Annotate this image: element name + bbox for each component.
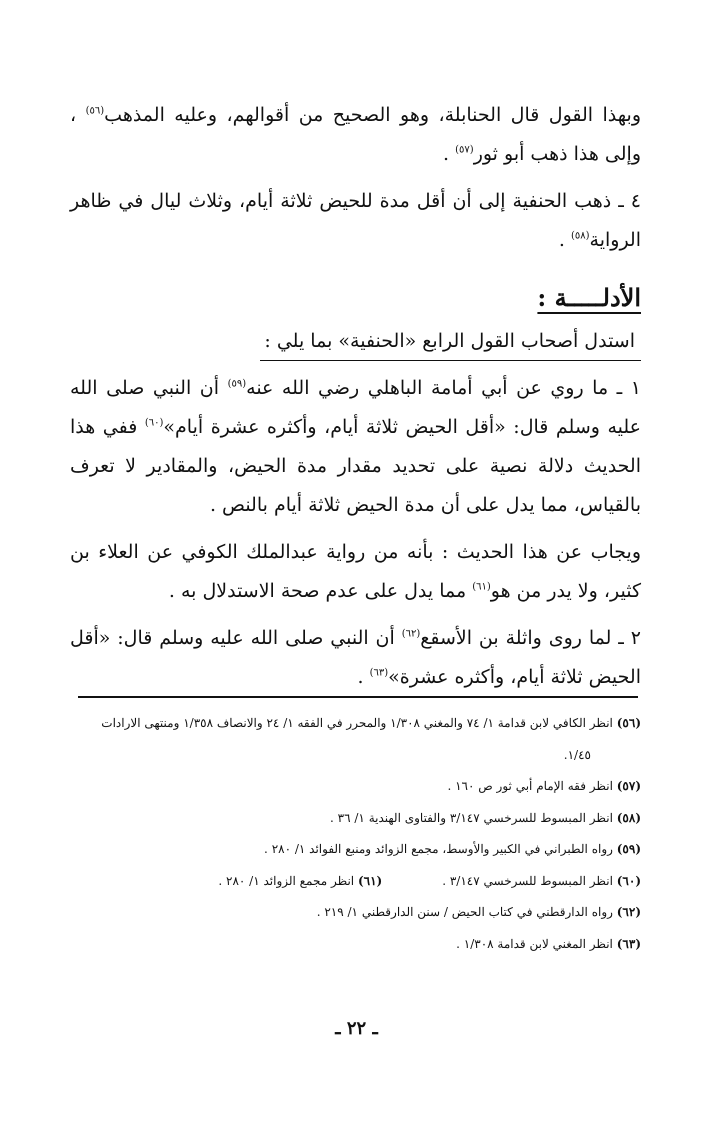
footnote-61: (٦١) انظر مجمع الزوائد ١/ ٢٨٠ . — [218, 873, 383, 888]
section-heading: الأدلـــــة : — [537, 283, 641, 312]
paragraph-evidence-2 — [70, 619, 641, 697]
footnote-56-continuation: ١/٤٥. — [563, 747, 591, 762]
footnote-ref: (٦١) — [472, 581, 491, 593]
footnote-57: (٥٧) انظر فقه الإمام أبي ثور ص ١٦٠ . — [447, 779, 641, 793]
footnote-ref: (٥٧) — [455, 144, 474, 156]
main-text — [70, 96, 641, 697]
text: مما يدل على عدم صحة الاستدلال به . — [168, 580, 467, 602]
text: ٢ ـ لما روى واثلة بن الأسقع — [420, 627, 641, 649]
footnote-ref: (٦٢) — [401, 628, 421, 640]
text: ويجاب عن هذا الحديث : بأنه من رواية عبدالملك الكوفي عن العلاء بن كثير، ولا يدر من هو — [70, 541, 641, 602]
text: وبهذا القول قال الحنابلة، وهو الصحيح من أقوالهم، وعليه المذهب — [104, 104, 642, 126]
text: ١ ـ ما روي عن أبي أمامة الباهلي رضي الله عنه — [246, 377, 641, 399]
paragraph-response — [70, 533, 641, 611]
text: أن النبي صلى الله عليه وسلم قال: «أقل الحيض ثلاثة أيام، وأكثره عشرة» — [70, 627, 641, 688]
paragraph-evidence-1 — [70, 369, 641, 525]
text: . — [558, 229, 565, 251]
footnote-ref: (٦٣) — [369, 667, 389, 679]
footnote-ref: (٦٠) — [144, 417, 164, 429]
text: . — [357, 666, 364, 688]
text: ٤ ـ ذهب الحنفية إلى أن أقل مدة للحيض ثلاثة أيام، وثلاث ليال في ظاهر الرواية — [70, 190, 641, 251]
footnotes — [70, 708, 641, 960]
paragraph-hanabila — [70, 96, 641, 174]
footnote-ref: (٥٦) — [85, 105, 105, 117]
footnote-58: (٥٨) انظر المبسوط للسرخسي ٣/١٤٧ والفتاوى الهندية ١/ ٣٦ . — [330, 810, 641, 825]
text: . — [443, 143, 450, 165]
footnote-ref: (٥٩) — [227, 378, 247, 390]
footnote-divider — [78, 696, 638, 698]
footnote-ref: (٥٨) — [570, 230, 590, 242]
text: أن النبي صلى الله عليه وسلم قال: «أقل الحيض ثلاثة أيام، وأكثره عشرة أيام» — [70, 377, 641, 438]
footnote-63: (٦٣) انظر المغني لابن قدامة ١/٣٠٨ . — [456, 936, 641, 951]
page-number: ـ ٢٢ ـ — [335, 1018, 378, 1039]
subheading: استدل أصحاب القول الرابع «الحنفية» بما يلي : — [260, 326, 641, 361]
footnote-60-61 — [70, 866, 641, 898]
text: ففي هذا الحديث دلالة نصية على تحديد مقدار مدة الحيض، والمقادير لا تعرف بالقياس، مما يدل على أن مدة الحيض ثلاثة أيام بالنص . — [70, 416, 641, 516]
footnote-62: (٦٢) رواه الدارقطني في كتاب الحيض / سنن الدارقطني ١/ ٢١٩ . — [316, 905, 641, 919]
footnote-56: (٥٦) انظر الكافي لابن قدامة ١/ ٧٤ والمغني ١/٣٠٨ والمحرر في الفقه ١/ ٢٤ والانصاف ١/٣٥٨ ومنتهى الارادات — [101, 716, 641, 730]
footnote-59: (٥٩) رواه الطبراني في الكبير والأوسط، مجمع الزوائد ومنبع الفوائد ١/ ٢٨٠ . — [264, 842, 641, 856]
paragraph-hanafiyya — [70, 182, 641, 260]
text: ، وإلى هذا ذهب أبو ثور — [70, 104, 641, 165]
footnote-60: (٦٠) انظر المبسوط للسرخسي ٣/١٤٧ . — [442, 873, 641, 888]
